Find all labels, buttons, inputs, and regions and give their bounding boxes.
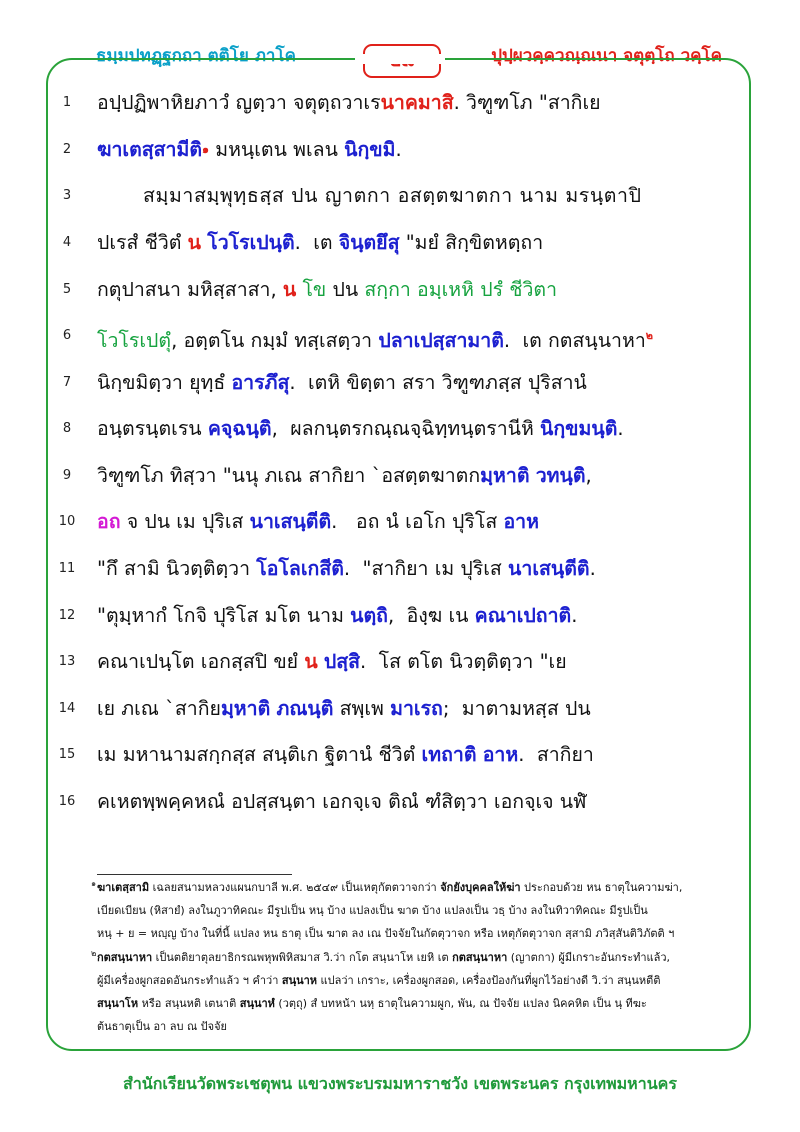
text-run: อถ จ ปน เม ปุริเส นาเสนฺตีติ. อถ นํ เอโก ปุริโส อาห (97, 510, 539, 533)
text-line (97, 228, 740, 258)
text-line (97, 461, 740, 491)
text-line (97, 554, 740, 584)
text-line (97, 275, 740, 305)
line-number: 10 (58, 514, 76, 529)
line-number: 2 (62, 142, 72, 157)
text-run: โวโรเปตุํ, อตฺตโน กมฺมํ ทสฺเสตฺวา ปลาเปสฺสามาติ. เต กตสนฺนาหา$^๒$ (97, 328, 654, 352)
line-number: 3 (62, 188, 72, 203)
line-number: 8 (62, 421, 72, 436)
text-line (97, 135, 740, 165)
text-line (97, 414, 740, 444)
line-number: 12 (58, 608, 76, 623)
line-number: 7 (62, 375, 72, 390)
text-run: "ตุมฺหากํ โกจิ ปุริโส มโต นาม นตฺถิ, อิงฺฆ เน คณาเปถาติ. (97, 604, 578, 627)
keyword: ฆาเตสฺสามีติ (97, 138, 203, 161)
line-number: 13 (58, 654, 76, 669)
footnote-line: ฆาเตสฺสามิ เฉลยสนามหลวงแผนกบาลี พ.ศ. ๒๕๔๙ เป็นเหตุกัตตวาจกว่า จักยังบุคคลให้ฆ่า ประกอบด้วย หน ธาตุในความฆ่า, (97, 881, 683, 894)
text-line (97, 787, 740, 817)
text-run: สมฺมาสมฺพุทฺธสฺส ปน ญาตกา อสตฺตฆาตกา นาม มรนฺตาปิ (143, 184, 642, 207)
footnote-rule (97, 874, 292, 875)
footnote-marker: ๑ (91, 879, 97, 888)
line-number: 6 (62, 328, 72, 343)
book-title: ธมฺมปทฏฺฐกถา ตติโย ภาโค (96, 46, 296, 66)
text-run: คเหตพฺพคฺคหณํ อปสฺสนฺตา เอกจฺเจ ติณํ ฑํสิตฺวา เอกจฺเจ นฬํ (97, 790, 587, 813)
footnote-2 (91, 946, 737, 1038)
text-line (97, 601, 740, 631)
text-line (97, 507, 740, 537)
line-number: 1 (62, 95, 72, 110)
text-run: กตุปาสนา มหิสฺสาสา, น โข ปน สกฺกา อมฺเหหิ ปรํ ชีวิตา (97, 278, 558, 301)
footnote-line: เบียดเบียน (หิสายํ) ลงในภูวาทิคณะ มีรูปเป็น หนฺ บ้าง แปลงเป็น ฆาต บ้าง แปลงเป็น วธฺ บ้าง ลงในทิวาทิคณะ มีรูปเป็น (97, 904, 648, 917)
text-run: . (395, 138, 402, 161)
footnote-line: หนฺ + ย = หญฺญ บ้าง ในที่นี้ แปลง หน ธาตุ เป็น ฆาต ลง เณ ปัจจัยในกัตตุวาจก หรือ เหตุกัตตุวาจก สฺสามิ ภวิสฺสันติวิภัตติ ฯ (97, 927, 675, 940)
line-number: 9 (62, 468, 72, 483)
text-line (143, 181, 740, 211)
text-run: วิฑูฑโภ ทิสฺวา "นนุ ภเณ สากิยา `อสตฺตฆาตกมฺหาติ วทนฺติ, (97, 464, 592, 487)
line-number: 4 (62, 235, 72, 250)
text-line (97, 368, 740, 398)
footnote-line: กตสนฺนาหา เป็นตติยาตุลยาธิกรณพหุพพิหิสมาส วิ.ว่า กโต สนฺนาโห เยหิ เต กตสนฺนาหา (ญาตกา) ผู้มีเกราะอันกระทำแล้ว, (97, 951, 671, 964)
chapter-title: ปุปฺผวคฺควณฺณนา จตุตฺโถ วคฺโค (491, 46, 722, 66)
institution-footer: สำนักเรียนวัดพระเชตุพน แขวงพระบรมมหาราชวัง เขตพระนคร กรุงเทพมหานคร (123, 1074, 677, 1093)
text-run: คณาเปนฺโต เอกสฺสปิ ขยํ น ปสฺสิ. โส ตโต นิวตฺติตฺวา "เย (97, 650, 567, 673)
footnote-line: สนฺนาโห หรือ สนฺนหติ เตนาติ สนฺนาหํ (วตฺถุ) สํ บทหน้า นหฺ ธาตุในความผูก, พัน, ณ ปัจจัย แปลง นิคคหิต เป็น นฺ ทีฆะ (97, 997, 647, 1010)
text-line (97, 88, 740, 118)
line-number: 5 (62, 282, 72, 297)
footnote-line: ผู้มีเครื่องผูกสอดอันกระทำแล้ว ฯ คำว่า สนฺนาห แปลว่า เกราะ, เครื่องผูกสอด, เครื่องป้องกันที่ผูกไว้อย่างดี วิ.ว่า สนฺนหตีติ (97, 974, 661, 987)
text-run: มหนฺเตน พเลน (209, 138, 345, 161)
line-number: 11 (58, 561, 76, 576)
footnote-marker: ๒ (91, 949, 97, 958)
text-line (97, 647, 740, 677)
text-run: เย ภเณ `สากิยมฺหาติ ภณนฺติ สพฺเพ มาเรถ; มาตามหสฺส ปน (97, 697, 591, 720)
footnote-1 (91, 876, 737, 945)
text-run: อนฺตรนฺตเรน คจฺฉนฺติ, ผลกนฺตรกณฺณจฺฉิทฺทนฺตรานีหิ นิกฺขมนฺติ. (97, 417, 624, 440)
line-number: 16 (58, 794, 76, 809)
line-number: 15 (58, 747, 76, 762)
frame-gap (355, 54, 445, 64)
footnote-line: ต้นธาตุเป็น อา ลบ ณ ปัจจัย (97, 1020, 227, 1033)
text-run: เม มหานามสกฺกสฺส สนฺติเก ฐิตานํ ชีวิตํ เทถาติ อาห. สากิยา (97, 743, 594, 766)
text-run: "กึ สามิ นิวตฺติตฺวา โอโลเกสีติ. "สากิยา เม ปุริเส นาเสนฺตีติ. (97, 557, 596, 580)
text-run: นิกฺขมิตฺวา ยุทฺธํ อารภึสุ. เตหิ ขิตฺตา สรา วิฑูฑภสฺส ปุริสานํ (97, 371, 587, 394)
text-run: ปเรสํ ชีวิตํ น โวโรเปนฺติ. เต จินฺตยึสุ "มยํ สิกฺขิตหตฺถา (97, 231, 544, 254)
text-line (97, 321, 740, 351)
keyword: นิกฺขมิ (344, 138, 396, 161)
text-run: อปฺปฏิพาหิยภาวํ ญตฺวา จตุตฺถวาเรนาคมาสิ. วิฑูฑโภ "สากิเย (97, 91, 601, 114)
text-line (97, 694, 740, 724)
footnote-ref: ๑ (202, 143, 210, 156)
text-line (97, 740, 740, 770)
line-number: 14 (58, 701, 76, 716)
